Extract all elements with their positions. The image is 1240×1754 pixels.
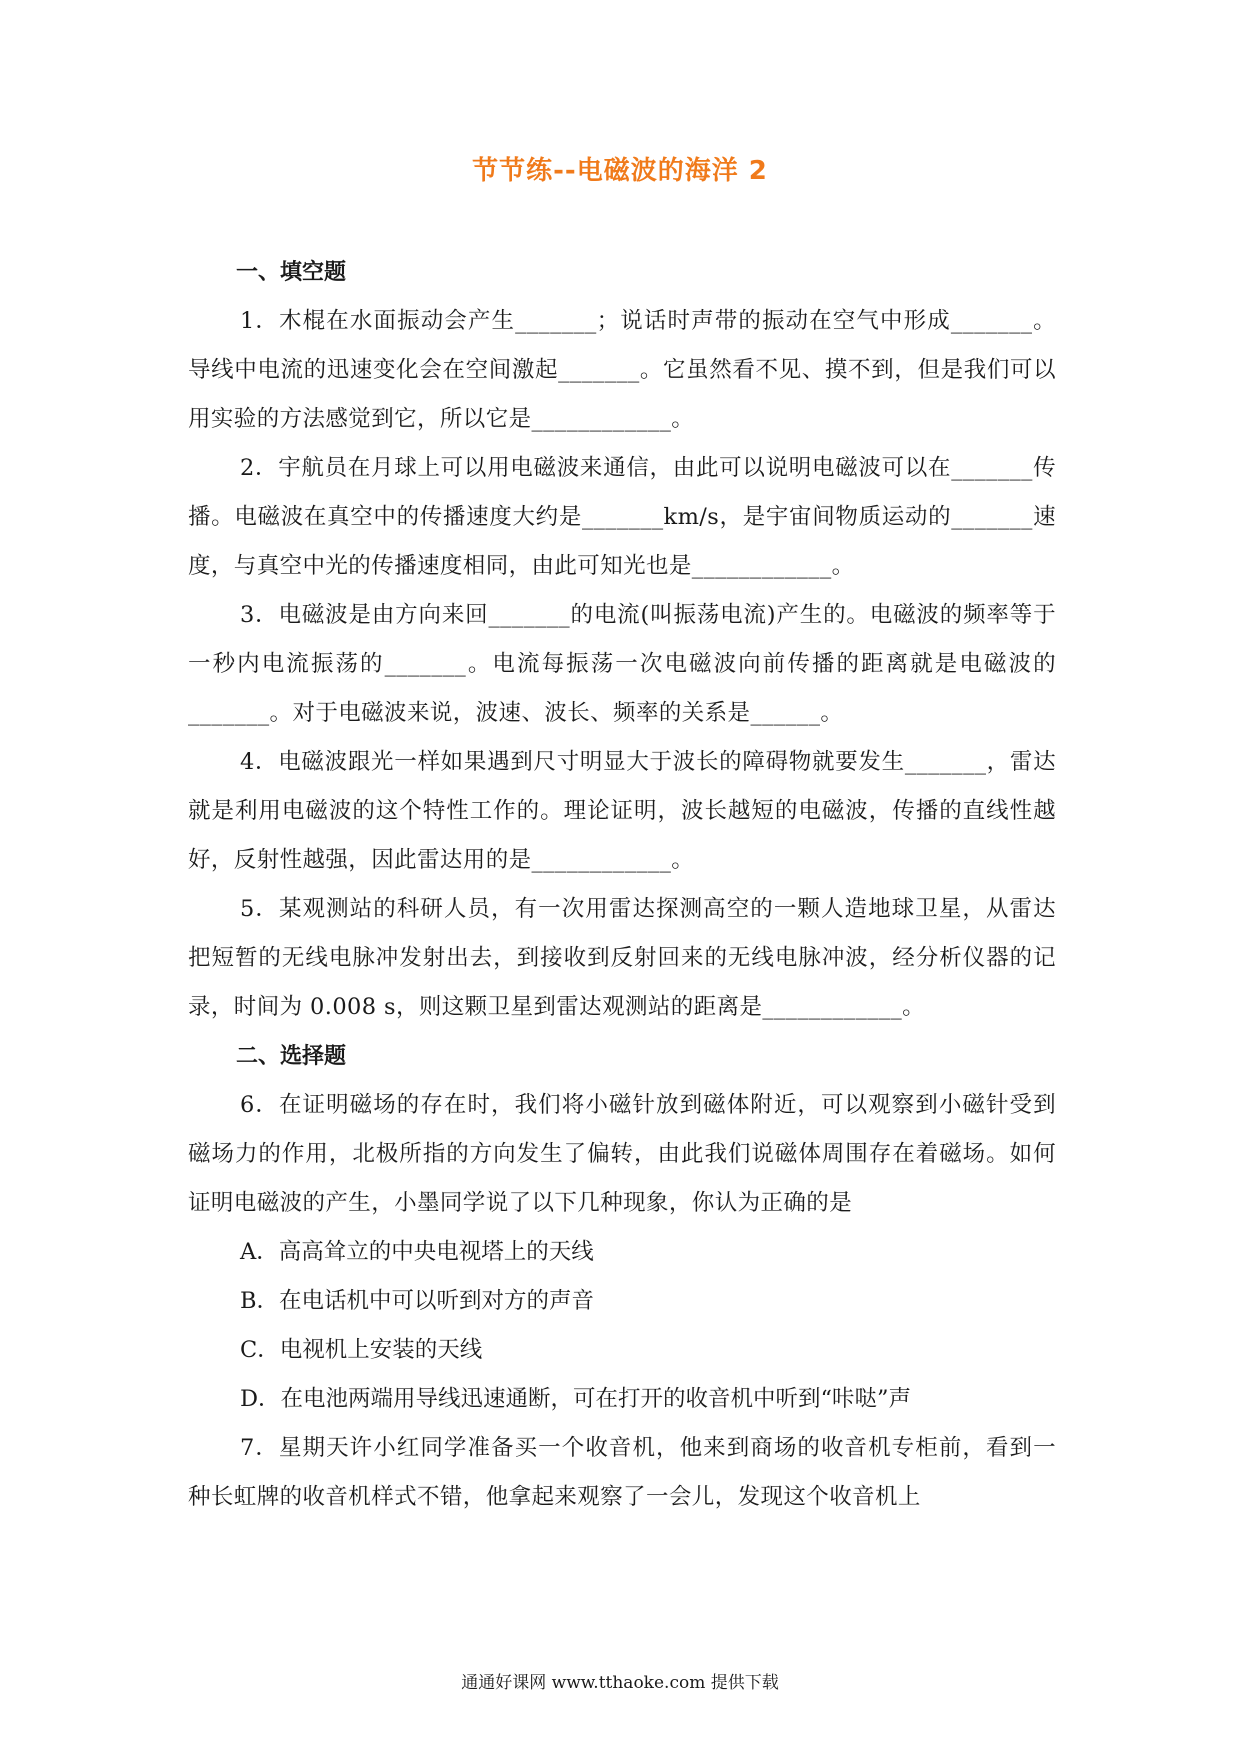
- question-5: 5．某观测站的科研人员，有一次用雷达探测高空的一颗人造地球卫星，从雷达把短暂的无线电脉冲发射出去，到接收到反射回来的无线电脉冲波，经分析仪器的记录，时间为 0.008 s，则这颗卫星到雷达观测站的距离是____________。: [188, 896, 1056, 1020]
- question-4: 4．电磁波跟光一样如果遇到尺寸明显大于波长的障碍物就要发生_______，雷达就是利用电磁波的这个特性工作的。理论证明，波长越短的电磁波，传播的直线性越好，反射性越强，因此雷达用的是____________。: [188, 749, 1056, 873]
- question-6: 6．在证明磁场的存在时，我们将小磁针放到磁体附近，可以观察到小磁针受到磁场力的作用，北极所指的方向发生了偏转，由此我们说磁体周围存在着磁场。如何证明电磁波的产生，小墨同学说了以下几种现象，你认为正确的是: [188, 1092, 1056, 1216]
- question-6-option-c: C．电视机上安装的天线: [240, 1337, 483, 1363]
- question-7: 7．星期天许小红同学准备买一个收音机，他来到商场的收音机专柜前，看到一种长虹牌的收音机样式不错，他拿起来观察了一会儿，发现这个收音机上: [188, 1435, 1056, 1510]
- question-6-option-a: A．高高耸立的中央电视塔上的天线: [240, 1239, 594, 1265]
- question-2: 2．宇航员在月球上可以用电磁波来通信，由此可以说明电磁波可以在_______传播。电磁波在真空中的传播速度大约是_______km/s，是宇宙间物质运动的_______速度，与真空中光的传播速度相同，由此可知光也是____________。: [188, 455, 1056, 579]
- question-3: 3．电磁波是由方向来回_______的电流(叫振荡电流)产生的。电磁波的频率等于一秒内电流振荡的_______。电流每振荡一次电磁波向前传播的距离就是电磁波的_______。对于电磁波来说，波速、波长、频率的关系是______。: [188, 602, 1056, 726]
- page-footer: 通通好课网 www.tthaoke.com 提供下载: [461, 1673, 779, 1693]
- question-1: 1．木棍在水面振动会产生_______；说话时声带的振动在空气中形成_______。导线中电流的迅速变化会在空间激起_______。它虽然看不见、摸不到，但是我们可以用实验的方法感觉到它，所以它是____________。: [188, 308, 1056, 432]
- section-heading-multiple-choice: 二、选择题: [236, 1044, 347, 1069]
- page-title: 节节练--电磁波的海洋 2: [472, 156, 768, 186]
- question-6-option-b: B．在电话机中可以听到对方的声音: [240, 1288, 595, 1314]
- section-heading-fill-blank: 一、填空题: [236, 260, 347, 285]
- question-6-option-d: D．在电池两端用导线迅速通断，可在打开的收音机中听到“咔哒”声: [240, 1386, 912, 1412]
- document-body: [188, 248, 1056, 1522]
